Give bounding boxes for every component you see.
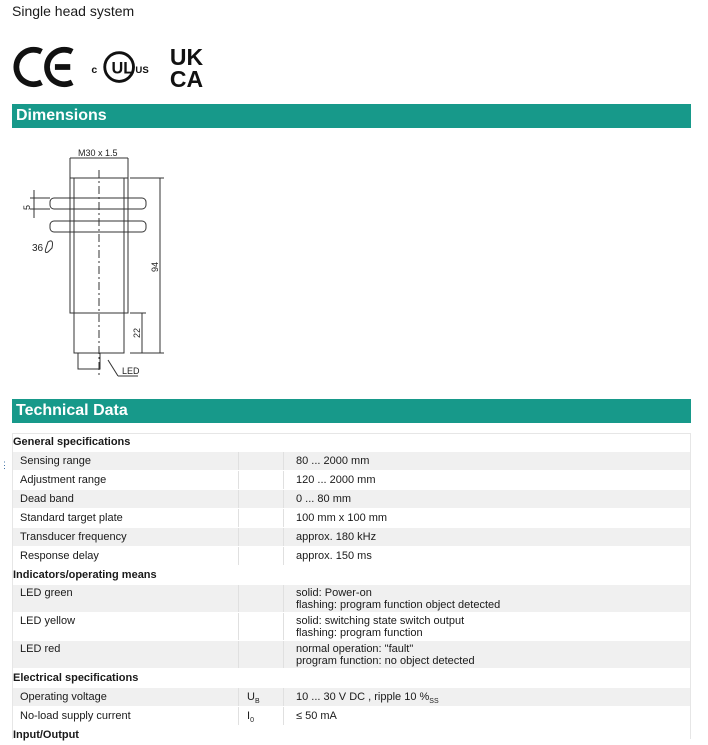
culus-mark-icon xyxy=(91,53,149,82)
row-value: approx. 150 ms xyxy=(296,550,372,562)
row-symbol xyxy=(238,707,284,725)
section-label: Indicators/operating means xyxy=(13,569,157,581)
row-label: LED yellow xyxy=(20,615,76,627)
row-label: Adjustment range xyxy=(20,474,107,486)
dimension-drawing xyxy=(12,140,272,390)
row-symbol xyxy=(238,547,284,565)
value-line: flashing: program function object detected xyxy=(296,599,501,611)
value-text: 10 ... 30 V DC , ripple 10 % xyxy=(296,691,430,703)
led-label: LED xyxy=(122,366,140,376)
symbol-text: U xyxy=(247,691,255,703)
technical-data-header: Technical Data xyxy=(12,399,691,423)
value-line: normal operation: "fault" xyxy=(296,643,414,655)
row-value: 120 ... 2000 mm xyxy=(296,474,376,486)
svg-text:UL: UL xyxy=(111,59,134,78)
section-label: General specifications xyxy=(13,436,131,448)
row-value: approx. 180 kHz xyxy=(296,531,377,543)
row-label: Operating voltage xyxy=(20,691,107,703)
value-line: solid: Power-on xyxy=(296,587,372,599)
row-symbol xyxy=(238,452,284,470)
table-row xyxy=(12,688,691,707)
row-symbol xyxy=(238,509,284,527)
side-marker: ⋮ xyxy=(0,460,9,470)
table-row xyxy=(12,641,691,669)
value-line: solid: switching state switch output xyxy=(296,615,465,627)
row-symbol xyxy=(238,688,284,706)
section-input-output xyxy=(12,726,691,745)
table-row xyxy=(12,585,691,613)
section-label: Input/Output xyxy=(13,729,79,741)
symbol-sub: B xyxy=(254,698,260,706)
symbol-text: I xyxy=(247,710,251,722)
dim-94-label: 94 xyxy=(150,261,160,272)
row-value xyxy=(284,641,691,668)
dimensions-header: Dimensions xyxy=(12,104,691,128)
row-label: Transducer frequency xyxy=(20,531,127,543)
thread-label: M30 x 1.5 xyxy=(78,148,118,158)
row-value: ≤ 50 mA xyxy=(296,710,337,722)
row-label: Sensing range xyxy=(20,455,91,467)
value-line: program function: no object detected xyxy=(296,655,475,667)
value-sub: SS xyxy=(429,698,439,706)
table-row xyxy=(12,547,691,566)
row-label: LED green xyxy=(20,587,73,599)
row-value: 0 ... 80 mm xyxy=(296,493,352,505)
section-electrical xyxy=(12,669,691,688)
row-value: 80 ... 2000 mm xyxy=(296,455,370,467)
table-row xyxy=(12,490,691,509)
row-symbol xyxy=(238,585,284,612)
table-row xyxy=(12,707,691,726)
value-line: flashing: program function xyxy=(296,627,423,639)
row-symbol xyxy=(238,471,284,489)
table-row xyxy=(12,528,691,547)
table-row xyxy=(12,509,691,528)
dim-5-label: 5 xyxy=(22,204,32,210)
row-symbol xyxy=(238,641,284,668)
table-row xyxy=(12,613,691,641)
row-value xyxy=(284,688,691,706)
row-label: No-load supply current xyxy=(20,710,131,722)
row-value: 100 mm x 100 mm xyxy=(296,512,388,524)
svg-text:UK: UK xyxy=(169,44,204,71)
svg-text:c: c xyxy=(91,63,98,76)
wrench-size-label: 36 xyxy=(32,243,44,254)
row-symbol xyxy=(238,613,284,640)
row-symbol xyxy=(238,528,284,546)
table-row xyxy=(12,471,691,490)
section-label: Electrical specifications xyxy=(13,672,139,684)
section-indicators xyxy=(12,566,691,585)
row-symbol xyxy=(238,490,284,508)
row-label: LED red xyxy=(20,643,61,655)
svg-text:CA: CA xyxy=(169,66,204,90)
row-label: Standard target plate xyxy=(20,512,123,524)
spec-table xyxy=(12,433,691,745)
svg-text:US: US xyxy=(135,64,149,76)
dim-22-label: 22 xyxy=(132,327,142,338)
ce-mark-icon xyxy=(16,50,72,85)
section-general xyxy=(12,433,691,452)
table-row xyxy=(12,452,691,471)
row-value xyxy=(284,585,691,612)
symbol-sub: 0 xyxy=(250,717,254,725)
row-value xyxy=(284,613,691,640)
certification-logos xyxy=(12,44,232,90)
page-subtitle: Single head system xyxy=(12,3,135,19)
row-label: Dead band xyxy=(20,493,74,505)
ukca-mark-icon xyxy=(170,44,204,90)
row-label: Response delay xyxy=(20,550,99,562)
